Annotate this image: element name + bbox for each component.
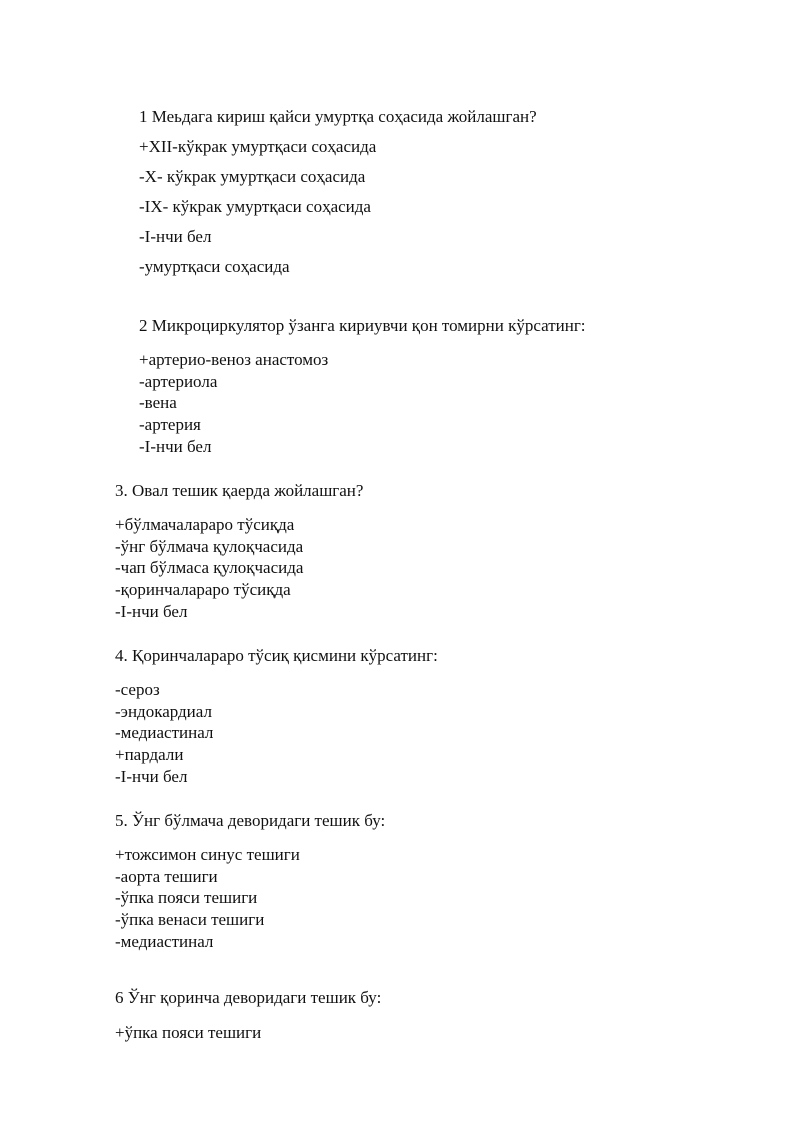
question-2-option-5: -I-нчи бел (139, 437, 212, 456)
question-3-option-1: +бўлмачалараро тўсиқда (115, 515, 295, 534)
question-5-option-5: -медиастинал (115, 932, 214, 951)
question-3-option-4: -қоринчалараро тўсиқда (115, 580, 291, 599)
question-3-option-3: -чап бўлмаса қулоқчасида (115, 558, 304, 577)
question-4-option-2: -эндокардиал (115, 702, 212, 721)
question-1-option-1: +XII-кўкрак умуртқаси соҳасида (139, 137, 377, 156)
question-5-option-3: -ўпка пояси тешиги (115, 888, 258, 907)
question-3-option-2: -ўнг бўлмача қулоқчасида (115, 537, 304, 556)
question-1-text: 1 Меьдага кириш қайси умуртқа соҳасида жойлашган? (139, 107, 537, 126)
question-5-text: 5. Ўнг бўлмача деворидаги тешик бу: (115, 811, 386, 830)
question-5-option-2: -аорта тешиги (115, 867, 218, 886)
question-2-option-1: +артерио-веноз анастомоз (139, 350, 329, 369)
question-4-option-5: -I-нчи бел (115, 767, 188, 786)
question-1-option-4: -I-нчи бел (139, 227, 212, 246)
question-4-option-1: -сероз (115, 680, 160, 699)
question-4-option-4: +пардали (115, 745, 184, 764)
question-2-text: 2 Микроциркулятор ўзанга кириувчи қон томирни кўрсатинг: (139, 316, 586, 335)
question-6-text: 6 Ўнг қоринча деворидаги тешик бу: (115, 988, 382, 1007)
question-5-option-4: -ўпка венаси тешиги (115, 910, 265, 929)
question-1-option-3: -IX- кўкрак умуртқаси соҳасида (139, 197, 371, 216)
question-2-option-3: -вена (139, 393, 177, 412)
question-5-option-1: +тожсимон синус тешиги (115, 845, 300, 864)
question-4-text: 4. Қоринчалараро тўсиқ қисмини кўрсатинг: (115, 646, 438, 665)
question-3-option-5: -I-нчи бел (115, 602, 188, 621)
question-4-option-3: -медиастинал (115, 723, 214, 742)
question-6-option-1: +ўпка пояси тешиги (115, 1023, 262, 1042)
question-2-option-4: -артерия (139, 415, 201, 434)
question-2-option-2: -артериола (139, 372, 218, 391)
question-1-option-5: -умуртқаси соҳасида (139, 257, 290, 276)
question-3-text: 3. Овал тешик қаерда жойлашган? (115, 481, 364, 500)
question-1-option-2: -X- кўкрак умуртқаси соҳасида (139, 167, 366, 186)
